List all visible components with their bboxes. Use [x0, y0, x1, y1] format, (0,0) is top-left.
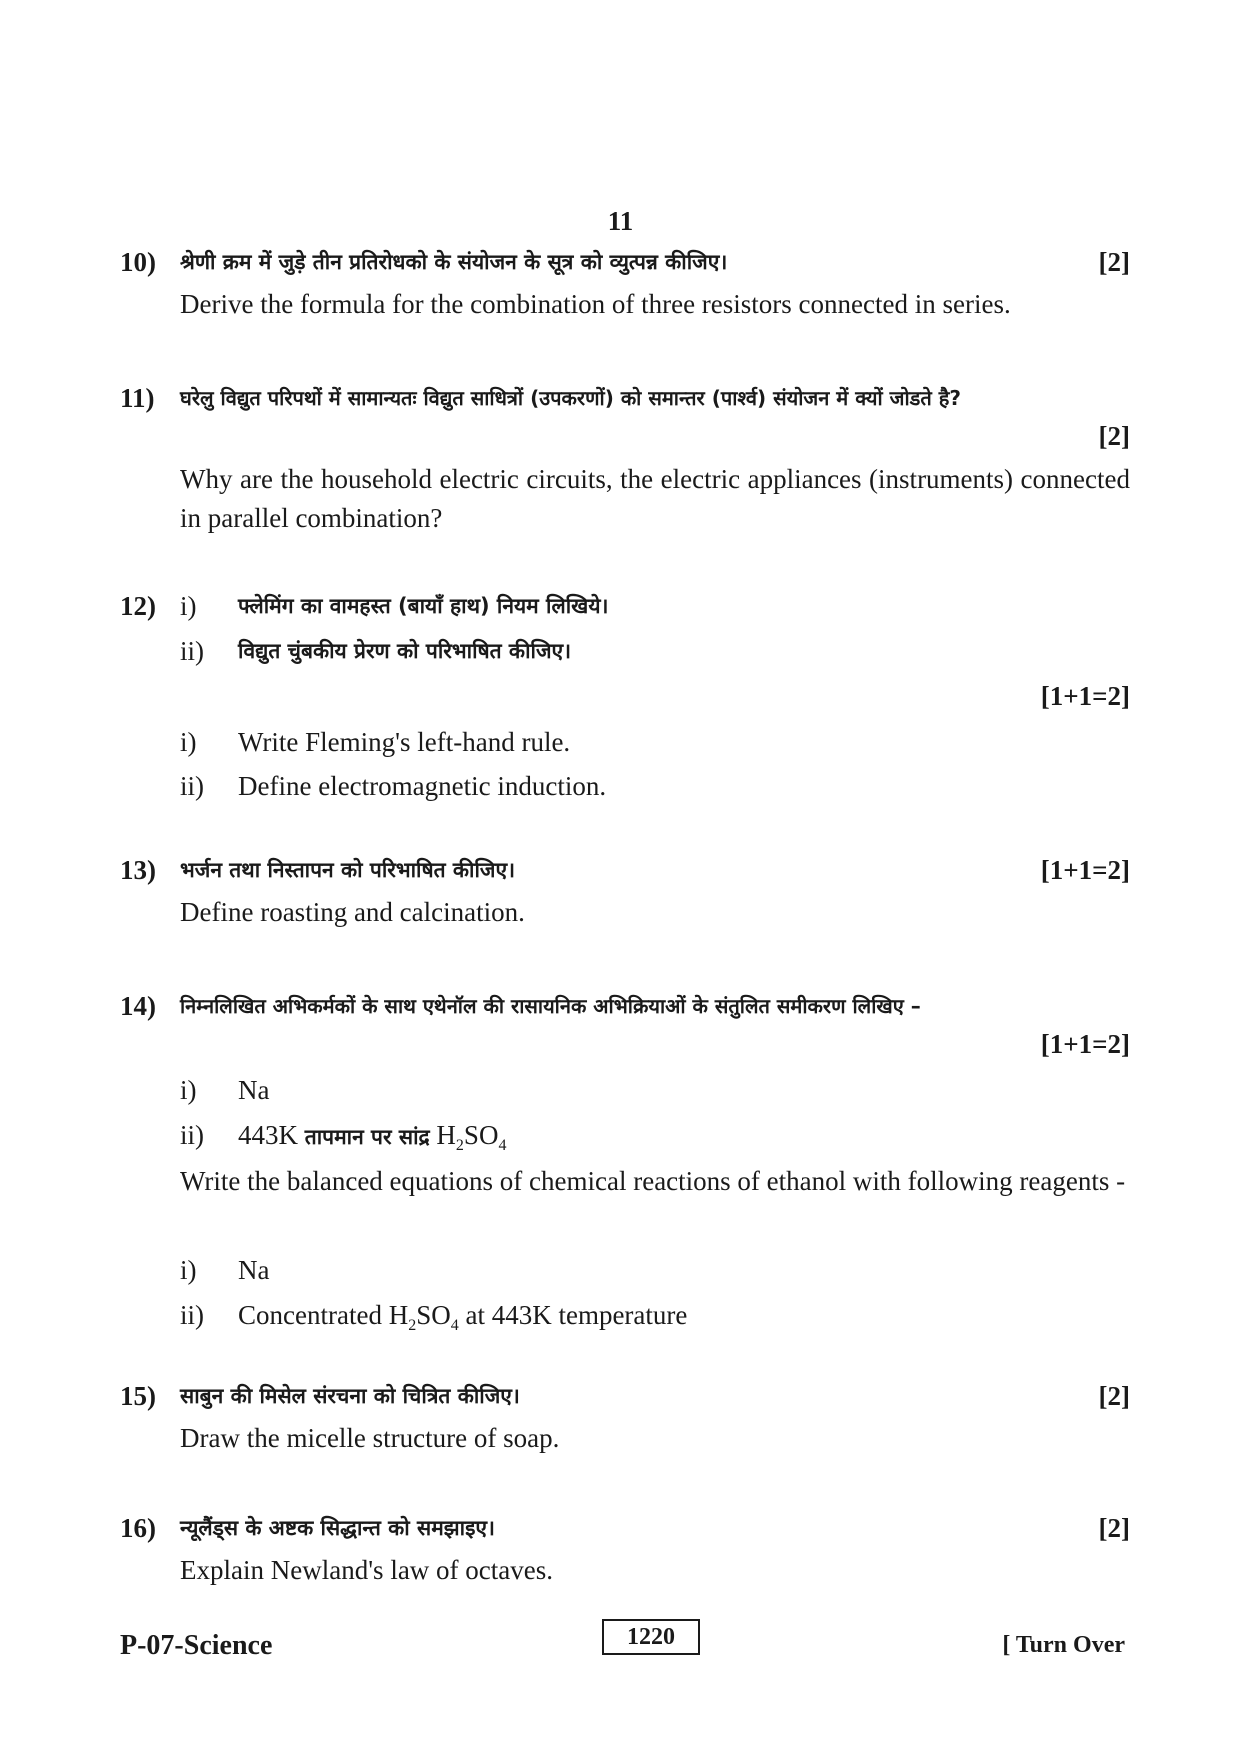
question-number: 15): [120, 1381, 156, 1411]
item-roman: ii): [180, 771, 204, 801]
page-number: 11: [607, 206, 634, 236]
item-roman: ii): [180, 636, 204, 666]
item-text: Na: [238, 1075, 270, 1105]
question-number: 13): [120, 855, 156, 885]
question-13: [120, 852, 1130, 932]
item-english: Write Fleming's left-hand rule.: [238, 727, 571, 757]
question-marks: [1+1=2]: [1040, 681, 1130, 711]
question-english: Derive the formula for the combination of three resistors connected in series.: [180, 289, 1011, 319]
question-hindi: साबुन की मिसेल संरचना को चित्रित कीजिए।: [180, 1384, 520, 1408]
question-hindi: घरेलु विद्युत परिपथों में सामान्यतः विद्युत साधित्रों (उपकरणों) को समान्तर (पार्श्व) संयोजन में क्यों जोडते है?: [180, 386, 961, 410]
question-11: [120, 380, 1130, 540]
paper-code: P-07-Science: [120, 1630, 273, 1661]
question-number: 12): [120, 591, 156, 621]
question-marks: [2]: [1098, 1381, 1130, 1411]
item-english: Define electromagnetic induction.: [238, 771, 607, 801]
turn-over-label: [ Turn Over: [1002, 1632, 1125, 1658]
question-hindi: भर्जन तथा निस्तापन को परिभाषित कीजिए।: [180, 858, 516, 882]
item-text: [238, 1117, 506, 1164]
question-number: 10): [120, 247, 156, 277]
question-marks: [1+1=2]: [1040, 1029, 1130, 1059]
item-roman: i): [180, 1255, 197, 1285]
item-english: Na: [238, 1255, 270, 1285]
item-english: Concentrated $H_2SO_4$ at 443K temperature: [238, 1300, 688, 1334]
question-hindi: न्यूलैंड्स के अष्टक सिद्धान्त को समझाइए।: [180, 1516, 495, 1540]
chemical-formula: $H_2SO_4$: [436, 1120, 507, 1154]
question-16: [120, 1510, 1130, 1590]
question-english: Define roasting and calcination.: [180, 897, 525, 927]
question-12: [120, 588, 1130, 808]
item-hindi: तापमान पर सांद्र: [304, 1125, 430, 1149]
question-marks: [2]: [1098, 247, 1130, 277]
item-roman: i): [180, 591, 197, 621]
question-english: Explain Newland's law of octaves.: [180, 1555, 554, 1585]
question-14: [120, 988, 1130, 1334]
question-marks: [1+1=2]: [1040, 855, 1130, 885]
question-english: Why are the household electric circuits, the electric appliances (instruments) connected in parallel combination?: [180, 464, 1130, 533]
item-hindi: विद्युत चुंबकीय प्रेरण को परिभाषित कीजिए।: [238, 639, 572, 663]
item-roman: ii): [180, 1120, 204, 1150]
item-roman: i): [180, 727, 197, 757]
question-marks: [2]: [1098, 1513, 1130, 1543]
question-english: Draw the micelle structure of soap.: [180, 1423, 560, 1453]
chemical-formula: $H_2SO_4$: [388, 1300, 459, 1334]
question-15: [120, 1378, 1130, 1458]
question-hindi: श्रेणी क्रम में जुड़े तीन प्रतिरोधको के संयोजन के सूत्र को व्युत्पन्न कीजिए।: [180, 250, 728, 274]
temperature-value: 443K: [238, 1120, 298, 1150]
question-hindi: निम्नलिखित अभिकर्मकों के साथ एथेनॉल की रासायनिक अभिक्रियाओं के संतुलित समीकरण लिखिए –: [180, 994, 921, 1018]
item-roman: ii): [180, 1300, 204, 1330]
question-marks: [2]: [1098, 421, 1130, 451]
question-number: 11): [120, 383, 155, 413]
item-roman: i): [180, 1075, 197, 1105]
question-english: Write the balanced equations of chemical reactions of ethanol with following reagents -: [180, 1166, 1126, 1196]
item-hindi: फ्लेमिंग का वामहस्त (बायाँ हाथ) नियम लिखिये।: [238, 594, 609, 618]
paper-number-box: 1220: [602, 1619, 700, 1655]
question-10: [120, 244, 1130, 324]
question-number: 14): [120, 991, 156, 1021]
question-number: 16): [120, 1513, 156, 1543]
